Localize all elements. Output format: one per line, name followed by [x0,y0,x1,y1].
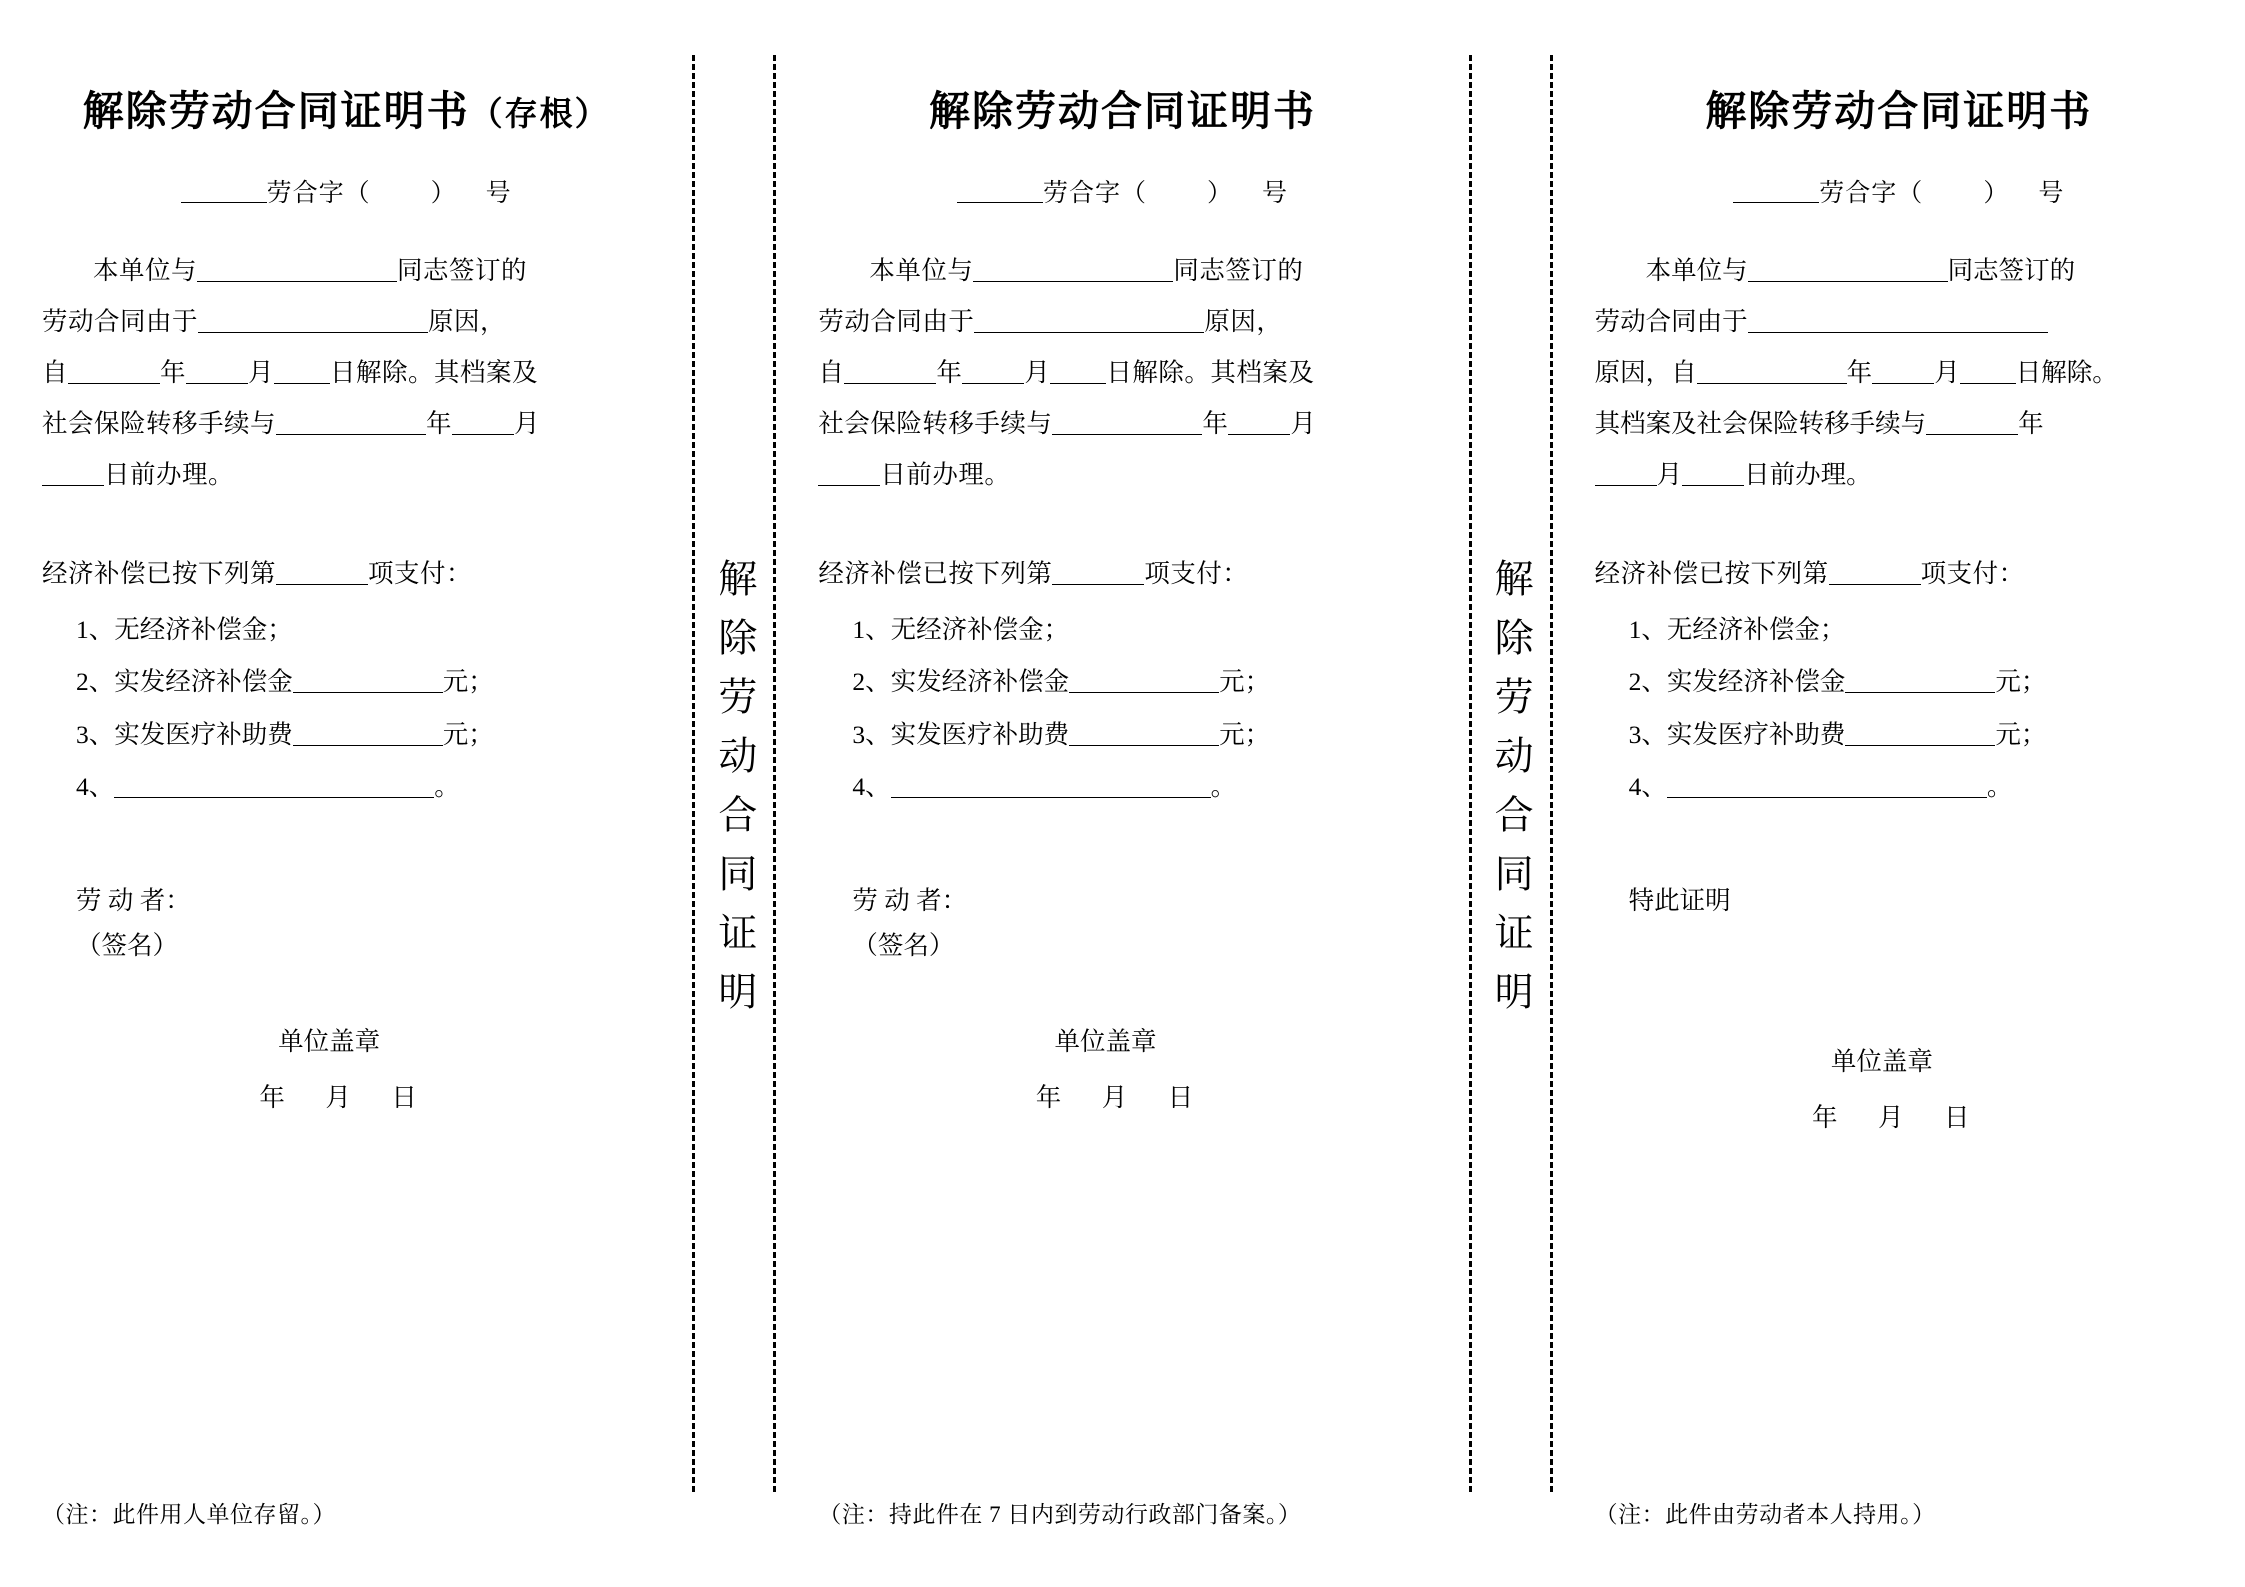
para-line5: 日前办理。 [104,460,235,489]
para-line3-a: 原因，自 [1594,358,1697,387]
para-line-1 [818,245,1426,296]
option-3-amount-blank[interactable] [293,718,443,746]
date-day: 日 [1944,1102,1972,1132]
para-line-5 [42,449,650,500]
title-text: 解除劳动合同证明书 [1705,88,2093,134]
footnote: （注：此件用人单位存留。） [42,1502,336,1527]
employee-name-blank[interactable] [1748,254,1948,282]
doc-number-prefix-blank[interactable] [957,177,1043,203]
list-item [42,709,650,761]
para-line3-day: 日解除。其档案及 [330,358,539,387]
para-line3-day: 日解除。其档案及 [1106,358,1315,387]
option-3-label: 3、实发医疗补助费 [1628,719,1846,749]
terminate-month-blank[interactable] [186,356,248,384]
option-3-unit: 元； [442,719,494,749]
transfer-month-blank[interactable] [452,407,514,435]
company-seal-label: 单位盖章 [278,1027,381,1057]
compensation-option-blank[interactable] [1052,557,1144,585]
option-1-label: 1、无经济补偿金； [852,615,1070,644]
doc-number-field[interactable] [1147,176,1207,201]
para-line-3 [818,347,1426,398]
compensation-option-blank[interactable] [1829,557,1921,585]
compensation-options [42,604,650,813]
para-line-4 [818,398,1426,449]
doc-number-suffix: ） [430,180,457,207]
option-2-amount-blank[interactable] [293,666,443,694]
transfer-day-blank[interactable] [818,458,880,486]
para-line2-a: 劳动合同由于 [42,307,199,336]
transfer-year-blank[interactable] [1926,407,2018,435]
signer-block [42,879,650,968]
para-line5: 日前办理。 [1744,460,1872,489]
terminate-year-blank[interactable] [68,356,160,384]
option-2-unit: 元； [1995,667,2047,697]
compensation-options [1595,604,2203,813]
para-line-4 [1595,398,2203,449]
terminate-month-blank[interactable] [1872,356,1934,384]
doc-number-prefix-blank[interactable] [1733,177,1819,203]
para-line-1 [1595,245,2203,296]
option-2-label: 2、实发经济补偿金 [76,667,293,697]
para-line2-a: 劳动合同由于 [818,307,975,336]
para-line3-year: 年 [160,358,187,387]
transfer-year-blank[interactable] [276,407,426,435]
signer-label: 劳 动 者： [76,886,191,916]
footnote: （注：此件由劳动者本人持用。） [1594,1502,1936,1527]
list-item [42,761,650,813]
para-line-2 [818,296,1426,347]
page-title-stub [42,78,650,137]
title-text: 解除劳动合同证明书 [928,88,1316,134]
para-line4-month: 月 [1290,409,1317,438]
doc-number-unit: 号 [2038,180,2065,207]
para-line3-year: 年 [1846,358,1873,387]
date-month: 月 [1878,1102,1906,1132]
para-line4-year: 年 [1202,409,1229,438]
option-4-blank[interactable] [114,770,434,798]
reason-blank[interactable] [1748,305,2048,333]
para-line1-a: 本单位与 [93,256,198,285]
date-line [1595,1098,2203,1134]
doc-number-suffix: ） [1983,180,2010,207]
option-2-amount-blank[interactable] [1069,666,1219,694]
copy-worker [1553,0,2245,1587]
para-line4-month: 月 [514,409,541,438]
option-3-amount-blank[interactable] [1069,718,1219,746]
option-1-label: 1、无经济补偿金； [1628,615,1846,644]
option-3-unit: 元； [1995,719,2047,749]
option-2-label: 2、实发经济补偿金 [852,667,1070,697]
compensation-lead [818,554,1426,590]
terminate-month-blank[interactable] [962,356,1024,384]
comp-lead-a: 经济补偿已按下列第 [42,559,277,588]
doc-number-prefix: 劳合字（ [266,180,371,207]
list-item [1595,604,2203,656]
para-line-2 [42,296,650,347]
para-line3-month: 月 [248,358,275,387]
doc-number-suffix: ） [1206,180,1233,207]
para-line-5 [1595,449,2203,500]
date-line [42,1078,650,1114]
doc-number-line [1595,173,2203,209]
list-item [818,761,1426,813]
compensation-lead [42,554,650,590]
compensation-lead [1595,554,2203,590]
signer-label: 劳 动 者： [852,886,968,916]
stub-vertical-text: 解除劳动合同证明 [712,557,756,1030]
list-item [1595,656,2203,708]
reason-blank[interactable] [974,305,1204,333]
doc-number-field[interactable] [1923,176,1983,201]
list-item [42,656,650,708]
list-item [818,709,1426,761]
terminate-year-blank[interactable] [844,356,936,384]
list-item [42,604,650,656]
transfer-day-blank[interactable] [1682,458,1744,486]
footnote: （注：持此件在 7 日内到劳动行政部门备案。） [818,1502,1302,1527]
copy-stub [0,0,692,1587]
copy-filing [776,0,1468,1587]
title-text: 解除劳动合同证明书 [82,88,470,134]
certify-block [1595,879,2203,924]
option-2-unit: 元； [1219,667,1271,697]
doc-number-prefix: 劳合字（ [1819,180,1924,207]
para-line3-month: 月 [1934,358,1960,387]
comp-lead-a: 经济补偿已按下列第 [818,559,1053,588]
para-line1-a: 本单位与 [869,256,974,285]
employee-name-blank[interactable] [197,254,397,282]
doc-number-unit: 号 [485,180,512,207]
para-line4-a: 社会保险转移手续与 [818,409,1053,438]
page-title-filing [818,78,1426,137]
comp-lead-b: 项支付： [1920,559,2025,588]
para-line1-b: 同志签订的 [397,256,528,285]
company-seal-label: 单位盖章 [1054,1027,1157,1057]
compensation-option-blank[interactable] [276,557,368,585]
para-line-5 [818,449,1426,500]
para-line2-b: 原因， [428,307,507,336]
body-paragraph-stub [42,245,650,500]
title-suffix: （存根） [469,97,610,133]
date-month: 月 [1101,1083,1130,1113]
terminate-day-blank[interactable] [274,356,330,384]
para-line-3 [1595,347,2203,398]
signer-block [818,879,1426,968]
option-4-unit: 。 [1210,771,1237,801]
para-line-2 [1595,296,2203,347]
para-line1-a: 本单位与 [1645,256,1748,285]
employee-name-blank[interactable] [973,254,1173,282]
doc-number-line [42,173,650,209]
comp-lead-b: 项支付： [1144,559,1249,588]
option-2-unit: 元； [442,667,494,697]
transfer-month-blank[interactable] [1595,458,1657,486]
para-line3-year: 年 [936,358,963,387]
certify-label: 特此证明 [1628,886,1731,916]
list-item [1595,761,2203,813]
date-year: 年 [1812,1102,1840,1132]
para-line4-a: 其档案及社会保险转移手续与 [1594,409,1927,438]
doc-number-unit: 号 [1262,180,1289,207]
terminate-day-blank[interactable] [1960,356,2016,384]
body-paragraph-filing [818,245,1426,500]
date-month: 月 [325,1083,353,1113]
doc-number-field[interactable] [371,176,431,201]
para-line3-a: 自 [818,358,845,387]
list-item [1595,709,2203,761]
option-4-unit: 。 [1986,771,2013,801]
list-item [818,656,1426,708]
comp-lead-a: 经济补偿已按下列第 [1594,559,1829,588]
para-line-1 [42,245,650,296]
option-4-blank[interactable] [891,770,1211,798]
date-line [818,1078,1426,1114]
para-line1-b: 同志签订的 [1947,256,2076,285]
para-line2-a: 劳动合同由于 [1594,307,1748,336]
doc-number-line [818,173,1426,209]
option-4-label: 4、 [1628,771,1667,801]
para-line3-day: 日解除。 [2015,358,2118,387]
para-line-4 [42,398,650,449]
compensation-options [818,604,1426,813]
date-day: 日 [391,1083,419,1113]
option-3-label: 3、实发医疗补助费 [852,719,1070,749]
option-4-blank[interactable] [1667,770,1987,798]
option-1-label: 1、无经济补偿金； [76,615,293,644]
option-3-label: 3、实发医疗补助费 [76,719,293,749]
para-line5: 日前办理。 [880,460,1011,489]
doc-number-prefix-blank[interactable] [181,177,267,203]
date-year: 年 [1035,1083,1064,1113]
transfer-year-blank[interactable] [1052,407,1202,435]
para-line2-b: 原因， [1204,307,1283,336]
signer-sub-label: （签名） [76,930,179,960]
company-seal-label: 单位盖章 [1830,1046,1933,1076]
para-line3-a: 自 [42,358,69,387]
transfer-month-blank[interactable] [1228,407,1290,435]
para-line-3 [42,347,650,398]
option-3-unit: 元； [1219,719,1271,749]
para-line1-b: 同志签订的 [1173,256,1304,285]
signer-sub-label: （签名） [852,930,955,960]
stub-strip-2 [1472,0,1550,1587]
body-paragraph-worker [1595,245,2203,500]
option-4-label: 4、 [76,771,115,801]
terminate-day-blank[interactable] [1050,356,1106,384]
para-line4-year: 年 [2018,409,2044,438]
para-line4-year: 年 [426,409,453,438]
stub-strip-1 [695,0,773,1587]
page-title-worker [1595,78,2203,137]
comp-lead-b: 项支付： [368,559,473,588]
terminate-year-blank[interactable] [1697,356,1847,384]
option-2-label: 2、实发经济补偿金 [1628,667,1846,697]
stub-vertical-text: 解除劳动合同证明 [1489,557,1533,1030]
date-day: 日 [1167,1083,1196,1113]
transfer-day-blank[interactable] [42,458,104,486]
para-line4-a: 社会保险转移手续与 [42,409,277,438]
option-2-amount-blank[interactable] [1845,666,1995,694]
date-year: 年 [259,1083,287,1113]
reason-blank[interactable] [198,305,428,333]
option-4-label: 4、 [852,771,891,801]
para-line4-month: 月 [1656,460,1683,489]
para-line3-month: 月 [1024,358,1051,387]
option-3-amount-blank[interactable] [1845,718,1995,746]
list-item [818,604,1426,656]
doc-number-prefix: 劳合字（ [1042,180,1147,207]
option-4-unit: 。 [434,771,460,801]
